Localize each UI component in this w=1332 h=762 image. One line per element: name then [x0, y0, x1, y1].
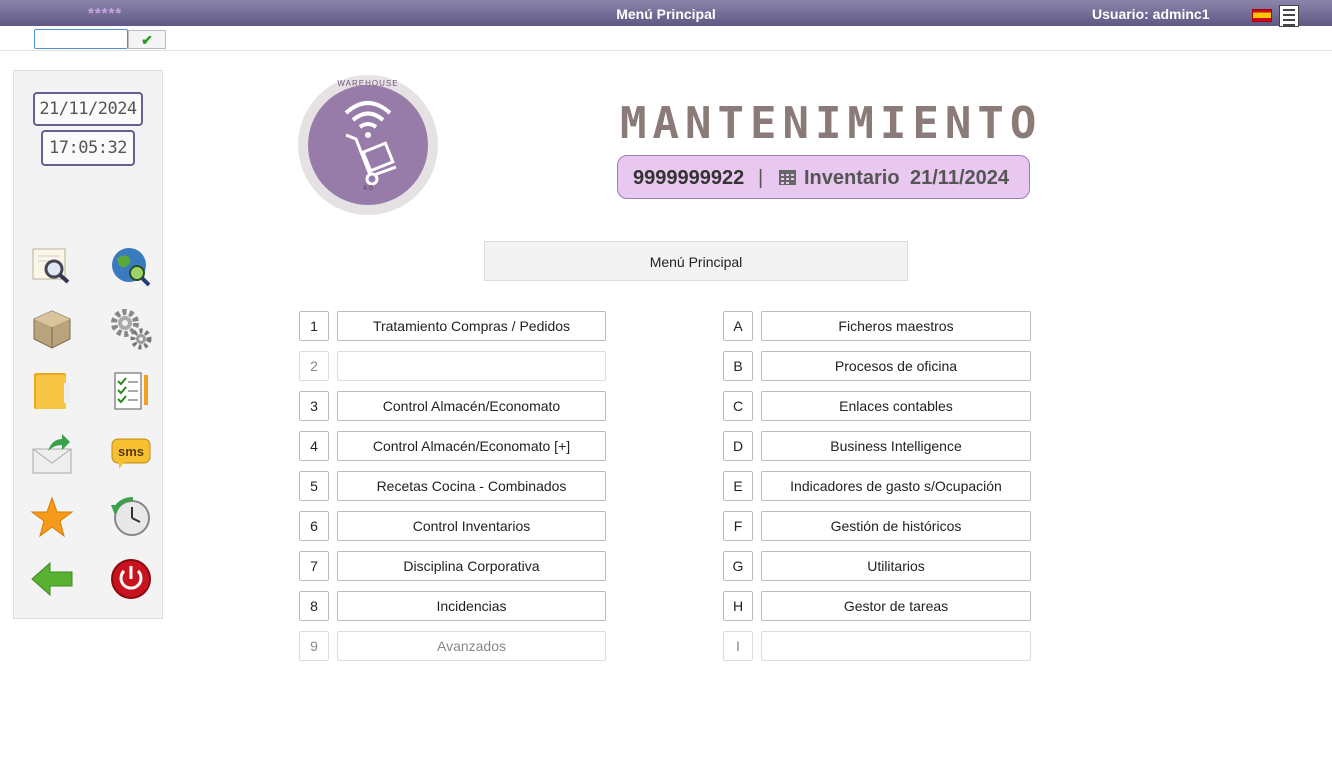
- sms-text: sms: [117, 444, 145, 459]
- sms-icon[interactable]: [109, 431, 153, 475]
- menu-key-5[interactable]: 5: [299, 471, 329, 501]
- menu-key-9: 9: [299, 631, 329, 661]
- company-code: 9999999922: [633, 167, 745, 189]
- menu-key-4[interactable]: 4: [299, 431, 329, 461]
- send-mail-icon[interactable]: [30, 431, 74, 475]
- time-display: 17:05:32: [41, 130, 135, 166]
- user-label: Usuario: adminc1: [1092, 6, 1210, 22]
- menu-key-3[interactable]: 3: [299, 391, 329, 421]
- logo-brand-text: WAREHOUSE: [337, 79, 399, 88]
- menu-item-h[interactable]: Gestor de tareas: [761, 591, 1031, 621]
- warehouse-logo: [298, 75, 438, 215]
- spain-flag-icon[interactable]: [1252, 9, 1272, 22]
- quick-access-input[interactable]: [34, 29, 128, 49]
- menu-key-a[interactable]: A: [723, 311, 753, 341]
- menu-key-c[interactable]: C: [723, 391, 753, 421]
- info-pill: [617, 155, 1030, 199]
- menu-key-6[interactable]: 6: [299, 511, 329, 541]
- menu-item-6[interactable]: Control Inventarios: [337, 511, 606, 541]
- menu-item-i: [761, 631, 1031, 661]
- date-display: 21/11/2024: [33, 92, 143, 126]
- history-clock-icon[interactable]: [109, 495, 153, 539]
- page-title: Menú Principal: [616, 6, 716, 22]
- menu-key-8[interactable]: 8: [299, 591, 329, 621]
- menu-item-5[interactable]: Recetas Cocina - Combinados: [337, 471, 606, 501]
- section-heading: MANTENIMIENTO: [620, 98, 1043, 149]
- menu-item-b[interactable]: Procesos de oficina: [761, 351, 1031, 381]
- menu-item-3[interactable]: Control Almacén/Economato: [337, 391, 606, 421]
- menu-item-a[interactable]: Ficheros maestros: [761, 311, 1031, 341]
- menu-title: Menú Principal: [484, 241, 908, 281]
- inventory-date: 21/11/2024: [910, 167, 1009, 189]
- notes-icon[interactable]: [1279, 5, 1299, 27]
- checkmark-icon: ✔: [141, 32, 153, 48]
- search-document-icon[interactable]: [30, 245, 74, 289]
- checklist-icon[interactable]: [109, 369, 153, 413]
- quick-access-go-button[interactable]: [128, 30, 166, 49]
- back-arrow-icon[interactable]: [30, 557, 74, 601]
- menu-item-c[interactable]: Enlaces contables: [761, 391, 1031, 421]
- menu-key-i: I: [723, 631, 753, 661]
- menu-item-9: Avanzados: [337, 631, 606, 661]
- menu-item-7[interactable]: Disciplina Corporativa: [337, 551, 606, 581]
- menu-item-e[interactable]: Indicadores de gasto s/Ocupación: [761, 471, 1031, 501]
- menu-key-f[interactable]: F: [723, 511, 753, 541]
- sidebar: [13, 70, 163, 619]
- menu-key-e[interactable]: E: [723, 471, 753, 501]
- menu-item-1[interactable]: Tratamiento Compras / Pedidos: [337, 311, 606, 341]
- menu-item-4[interactable]: Control Almacén/Economato [+]: [337, 431, 606, 461]
- star-icon[interactable]: [30, 495, 74, 539]
- pill-separator: |: [758, 167, 764, 189]
- menu-item-d[interactable]: Business Intelligence: [761, 431, 1031, 461]
- divider: [0, 50, 1332, 51]
- menu-key-d[interactable]: D: [723, 431, 753, 461]
- menu-key-g[interactable]: G: [723, 551, 753, 581]
- calendar-icon: [778, 167, 797, 186]
- power-icon[interactable]: [109, 557, 153, 601]
- menu-key-2: 2: [299, 351, 329, 381]
- inventory-label: Inventario: [804, 167, 900, 189]
- menu-key-b[interactable]: B: [723, 351, 753, 381]
- settings-gears-icon[interactable]: [109, 307, 153, 351]
- top-bar: [0, 0, 1332, 26]
- package-icon[interactable]: [30, 307, 74, 351]
- menu-key-7[interactable]: 7: [299, 551, 329, 581]
- menu-key-1[interactable]: 1: [299, 311, 329, 341]
- logo-version: 4.0: [363, 185, 373, 192]
- menu-key-h[interactable]: H: [723, 591, 753, 621]
- stars-decoration: *****: [88, 5, 123, 22]
- menu-item-8[interactable]: Incidencias: [337, 591, 606, 621]
- folder-icon[interactable]: [30, 369, 74, 413]
- globe-search-icon[interactable]: [109, 245, 153, 289]
- menu-item-g[interactable]: Utilitarios: [761, 551, 1031, 581]
- menu-item-f[interactable]: Gestión de históricos: [761, 511, 1031, 541]
- menu-item-2: [337, 351, 606, 381]
